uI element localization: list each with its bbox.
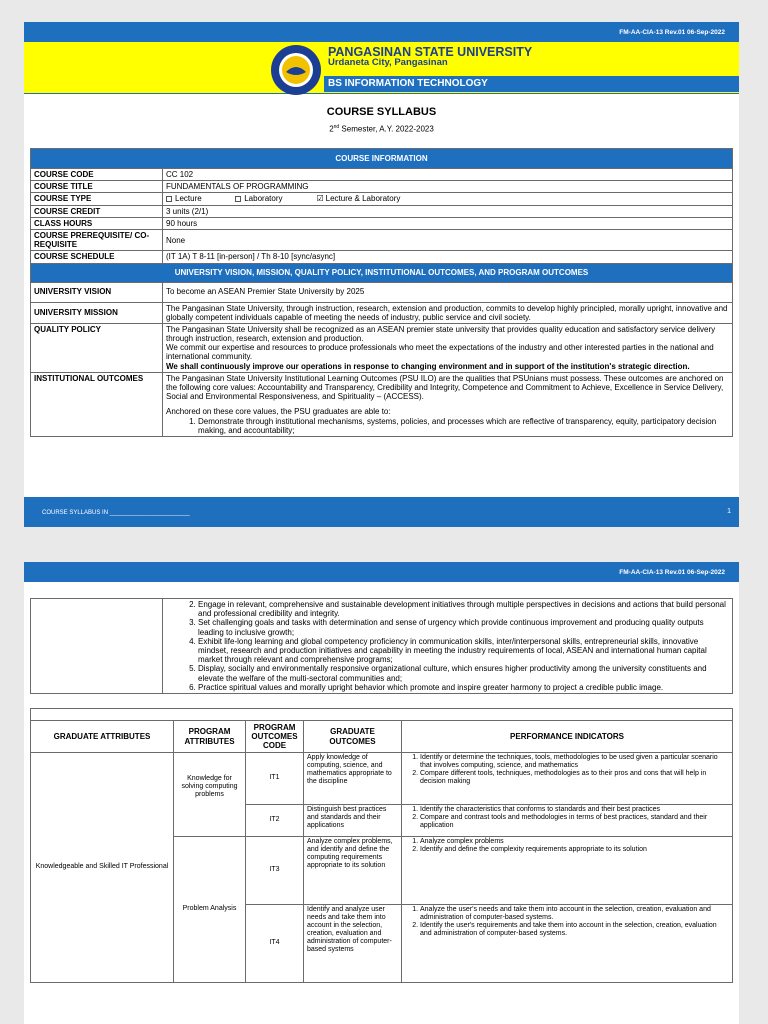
performance-indicators: 1. Identify or determine the techniques, tools, methodologies to be used given a particular scenario that involves computing, science, and mathematics 2. Compare different tools, techniques, methodologies as to their pros and cons that will help in decision making (402, 753, 733, 805)
table-row (31, 753, 733, 805)
program-name: BS INFORMATION TECHNOLOGY (324, 76, 739, 92)
form-code-bar (24, 22, 739, 42)
course-information-header: COURSE INFORMATION (31, 149, 733, 169)
performance-indicators: 1. Analyze complex problems 2. Identify and define the complexity requirements appropriate to its solution (402, 837, 733, 905)
schedule-label: COURSE SCHEDULE (31, 251, 163, 263)
performance-indicators: 1. Analyze the user's needs and take them into account in the selection, creation, evaluation and administration of computer-based systems. 2. Identify the user's requirements and take them into account in the selection, creation, evaluation and administration of computer-based systems. (402, 905, 733, 983)
form-code-bar-2 (24, 562, 739, 582)
graduate-outcome: Distinguish best practices and standards and their applications (304, 805, 402, 837)
outcomes-list (166, 600, 729, 692)
syllabus-page-2 (24, 562, 739, 1024)
graduate-outcome: Identify and analyze user needs and take them into account in the selection, creation, evaluation and administration of computer-based systems (304, 905, 402, 983)
course-code: CC 102 (163, 169, 733, 181)
outcome-item: 6. Practice spiritual values and morally upright behavior which promote and inspire greater harmony to project a credible public image. (198, 683, 729, 692)
outcome-item: 3. Set challenging goals and tasks with determination and sense of urgency which provide continuous improvement and producing quality outputs leading to inclusive growth; (198, 618, 729, 636)
syllabus-page-1 (24, 22, 739, 527)
header-graduate-outcomes: GRADUATE OUTCOMES (304, 721, 402, 753)
prerequisite-label: COURSE PREREQUISITE/ CO-REQUISITE (31, 229, 163, 250)
university-city: Urdaneta City, Pangasinan (328, 57, 448, 68)
institutional-outcomes-text: The Pangasinan State University Institutional Learning Outcomes (PSU ILO) are the qualities that PSUnians must possess. These outcomes are anchored on the following core values: Accountability and Transparency, Credibility and Integrity, Competence and Commitment to Achieve, Excellence in Service Delivery, Social and Environmental Responsiveness, and Spirituality – (ACCESS). Anchored on these core values, the PSU graduates are able to: 1. Demonstrate through institutional mechanisms, systems, policies, and processes which are reflective of transparency, equity, participatory decision making, and accountability; (163, 372, 733, 436)
course-information-table (30, 148, 733, 437)
course-credit-label: COURSE CREDIT (31, 205, 163, 217)
graduate-attribute: Knowledgeable and Skilled IT Professional (31, 753, 174, 983)
checkbox-laboratory[interactable] (235, 196, 241, 202)
institutional-outcomes-continued (30, 598, 733, 694)
outcome-item: 4. Exhibit life-long learning and global competency proficiency in communication skills, inter/interpersonal skills, entrepreneurial skills, innovative mindset, research and production initiatives and capability in meeting the industry requirements of local, ASEAN and international human capital market through relevant and comprehensive programs; (198, 637, 729, 665)
outcomes-list-cell (163, 599, 733, 694)
schedule: (IT 1A) T 8-11 [in-person] / Th 8-10 [sync/async] (163, 251, 733, 263)
outcome-item: 5. Display, socially and environmentally responsive organizational culture, which ensures higher productivity among the university constituents and elevate the welfare of the multi-sectoral communities and; (198, 664, 729, 682)
header-program-attributes: PROGRAM ATTRIBUTES (174, 721, 246, 753)
university-name: PANGASINAN STATE UNIVERSITY (328, 45, 533, 59)
semester-line: 2nd Semester, A.Y. 2022-2023 (329, 124, 434, 134)
program-attribute: Knowledge for solving computing problems (174, 753, 246, 837)
quality-policy-text: The Pangasinan State University shall be recognized as an ASEAN premier state university that provides quality education and satisfactory service delivery through instruction, research, extension and production. We commit our expertise and resources to produce professionals who meet the expectations of the industry and other interested parties in the national and international community. We shall continuously improve our operations in response to changing environment and in support of the institution's strategic direction. (163, 323, 733, 372)
form-code-2: FM-AA-CIA-13 Rev.01 06-Sep-2022 (619, 568, 725, 576)
performance-indicators: 1. Identify the characteristics that conforms to standards and their best practices 2. Compare and contrast tools and methodologies in terms of best practices, standard and their application (402, 805, 733, 837)
outcome-code: IT2 (246, 805, 304, 837)
course-title: FUNDAMENTALS OF PROGRAMMING (163, 181, 733, 193)
vision-section-header: UNIVERSITY VISION, MISSION, QUALITY POLICY, INSTITUTIONAL OUTCOMES, AND PROGRAM OUTCOMES (31, 263, 733, 282)
outcome-code: IT4 (246, 905, 304, 983)
course-type-label: COURSE TYPE (31, 193, 163, 205)
course-credit: 3 units (2/1) (163, 205, 733, 217)
outcome-code: IT3 (246, 837, 304, 905)
graduate-outcome: Apply knowledge of computing, science, and mathematics appropriate to the discipline (304, 753, 402, 805)
page-number: 1 (727, 508, 731, 515)
course-title-label: COURSE TITLE (31, 181, 163, 193)
header-outcomes-code: PROGRAM OUTCOMES CODE (246, 721, 304, 753)
vision-label: UNIVERSITY VISION (31, 282, 163, 302)
class-hours: 90 hours (163, 217, 733, 229)
outcome-item: 2. Engage in relevant, comprehensive and sustainable development initiatives through multiple perspectives in decisions and actions that build personal and professional credibility and integrity. (198, 600, 729, 618)
mission-label: UNIVERSITY MISSION (31, 302, 163, 323)
vision-text: To become an ASEAN Premier State University by 2025 (163, 282, 733, 302)
document-title: COURSE SYLLABUS (326, 106, 437, 118)
checkbox-lecture[interactable] (166, 196, 172, 202)
outcome-code: IT1 (246, 753, 304, 805)
graduate-attributes-table (30, 708, 733, 983)
header-performance-indicators: PERFORMANCE INDICATORS (402, 721, 733, 753)
course-type: Lecture Laboratory ☑ Lecture & Laboratory (163, 193, 733, 205)
class-hours-label: CLASS HOURS (31, 217, 163, 229)
checkmark-icon[interactable]: ☑ (316, 194, 324, 204)
outcomes-label-empty (31, 599, 163, 694)
prerequisite: None (163, 229, 733, 250)
university-seal-icon (270, 44, 322, 96)
header-graduate-attributes: GRADUATE ATTRIBUTES (31, 721, 174, 753)
graduate-outcome: Analyze complex problems, and identify and define the computing requirements appropriate to its solution (304, 837, 402, 905)
footer-label: COURSE SYLLABUS IN ________________________ (42, 510, 190, 516)
page-footer (24, 497, 739, 527)
quality-policy-label: QUALITY POLICY (31, 323, 163, 372)
mission-text: The Pangasinan State University, through instruction, research, extension and production, commits to develop highly principled, morally upright, innovative and globally competent individuals capable of meeting the needs of industry, public service and civil society. (163, 302, 733, 323)
program-attribute: Problem Analysis (174, 837, 246, 983)
form-code: FM-AA-CIA-13 Rev.01 06-Sep-2022 (619, 28, 725, 36)
course-code-label: COURSE CODE (31, 169, 163, 181)
institutional-outcomes-label: INSTITUTIONAL OUTCOMES (31, 372, 163, 436)
